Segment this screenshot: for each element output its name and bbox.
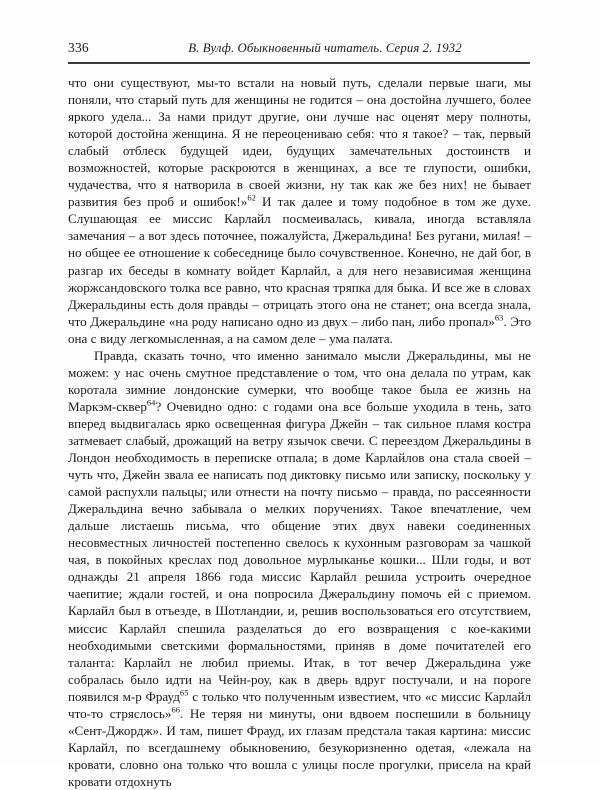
text-block bbox=[68, 74, 531, 790]
paragraph-2 bbox=[68, 347, 531, 790]
running-title: В. Вулф. Обыкновенный читатель. Серия 2. 1932 bbox=[188, 41, 462, 55]
header-divider bbox=[68, 62, 530, 64]
paragraph-2-text-a: Правда, сказать точно, что именно занимало мысли Джеральдины, мы не можем: у нас очень смутное представление о том, что она делала по утрам, как коротала зимние лондонские сумерки, что вообще такое была ее жизнь на Маркэм-сквер bbox=[68, 347, 531, 414]
footnote-ref-62: 62 bbox=[247, 193, 256, 203]
running-head bbox=[68, 40, 530, 58]
paragraph-1-text-b: И так далее и тому подобное в том же духе. Слушающая ее миссис Карлайл посмеивалась, кивала, иногда вставляла замечания – а вот здесь поточнее, пожалуйста, Джеральдина! Без ругани, милая! – но общее ее отношение к собеседнице было сочувственное. Конечно, не дай бог, в разгар их беседы в комнату войдет Карлайл, а для него независимая женщина жоржсандовского толка все равно, что красная тряпка для быка. И все же в словах Джеральдины есть доля правды – отрицать этого она не станет; она всегда знала, что Джеральдине «на роду написано одно из двух – либо пан, либо пропал» bbox=[68, 194, 531, 329]
footnote-ref-65: 65 bbox=[179, 688, 189, 698]
footnote-ref-64: 64 bbox=[146, 398, 156, 408]
footnote-ref-66: 66 bbox=[171, 705, 181, 715]
page-number: 336 bbox=[68, 40, 89, 55]
paragraph-1-text-c: . Это она с виду легкомысленная, а на самом деле – ума палата. bbox=[68, 313, 531, 346]
footnote-ref-63: 63 bbox=[494, 313, 504, 323]
paragraph-1 bbox=[68, 74, 531, 347]
paragraph-1-text-a: что они существуют, мы-то встали на новый путь, сделали первые шаги, мы поняли, что старый путь для женщины не годится – она достойна лучшего, более яркого удела... За нами придут другие, они лучше нас оценят меру полноты, которой достойна женщина. Я не переоцениваю себя: что я такое? – так, первый слабый отблеск будущей идеи, будущих замечательных достоинств и возможностей, которые раскроются в женщинах, а все те глупости, ошибки, чудачества, что я натворила в своей жизни, ну так как же без них! не бывает развития без проб и ошибок!» bbox=[68, 75, 531, 210]
paragraph-2-text-c: с только что полученным известием, что «с миссис Карлайл что-то стряслось» bbox=[68, 688, 531, 721]
paragraph-2-text-b: ? Очевидно одно: с годами она все больше уходила в тень, зато вперед выдвигалась ярко освещенная фигура Джейн – так сильное пламя костра затмевает слабый, дрожащий на ветру язычок свечи. С переездом Джеральдины в Лондон необходимость в переписке отпала; в доме Карлайлов она стала своей – чуть что, Джейн звала ее написать под диктовку письмо или записку, поскольку у самой распухли пальцы; или отнести на почту письмо – правда, по рассеянности Джеральдина вечно забывала о мелких поручениях. Такое впечатление, чем дальше листаешь письма, что общение этих двух навеки соединенных несовместных личностей постепенно свелось к кухонным разговорам за чашкой чая, в покойных креслах под довольное мурлыканье кошки... Шли годы, и вот однажды 21 апреля 1866 года миссис Карлайл решила устроить очередное чаепитие; ждали гостей, и она попросила Джеральдину помочь ей с приемом. Карлайл был в отъезде, в Шотландии, и, решив воспользоваться его отсутствием, миссис Карлайл спешила разделаться до его возвращения с кое-какими необходимыми светскими формальностями, приняв в доме почитателей его таланта: Карлайл не любил приемы. Итак, в тот вечер Джеральдина уже собралась было идти на Чейн-роу, как в дверь вдруг постучали, и на пороге появился м-р Фрауд bbox=[68, 398, 531, 704]
paragraph-2-text-d: . Не теряя ни минуты, они вдвоем поспешили в больницу «Сент-Джордж». И там, пишет Фрауд, их глазам предстала такая картина: миссис Карлайл, по всегдашнему обыкновению, безукоризненно одетая, «лежала на кровати, словно она только что вошла с улицы после прогулки, присела на край кровати отдохнуть bbox=[68, 705, 531, 789]
